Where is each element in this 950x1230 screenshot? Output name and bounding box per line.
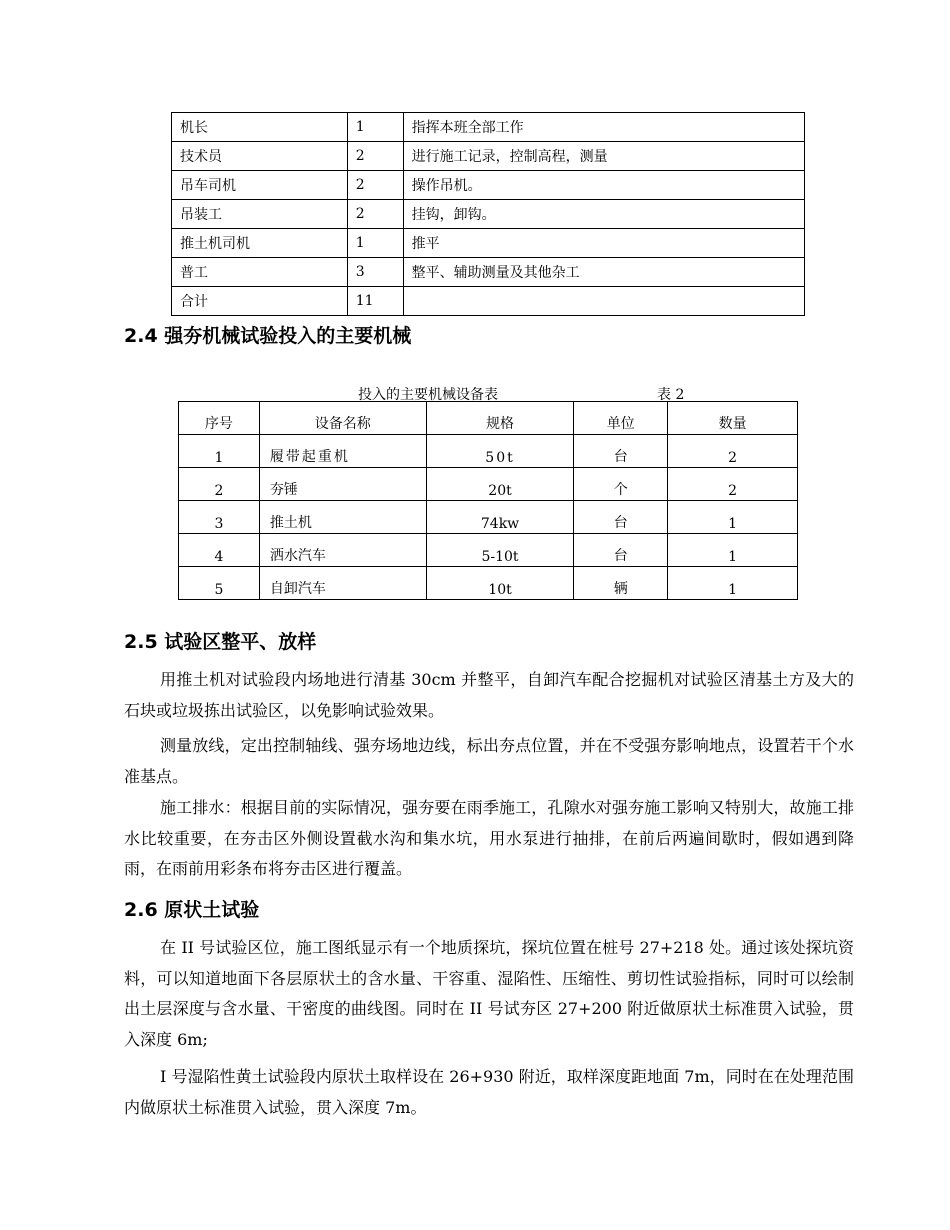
section-heading-2-5: 2.5 试验区整平、放样 xyxy=(124,631,317,653)
table-row xyxy=(179,435,798,468)
paragraph: 测量放线，定出控制轴线、强夯场地边线，标出夯点位置，并在不受强夯影响地点，设置若干个水准基点。 xyxy=(124,736,854,786)
unit-cell: 台 xyxy=(574,435,668,468)
column-header: 设备名称 xyxy=(259,402,426,435)
no-cell: 1 xyxy=(179,435,260,468)
column-header: 单位 xyxy=(574,402,668,435)
section-heading-2-4: 2.4 强夯机械试验投入的主要机械 xyxy=(124,325,412,347)
unit-cell: 辆 xyxy=(574,567,668,600)
qty-cell: 1 xyxy=(668,534,798,567)
duty-cell: 进行施工记录，控制高程，测量 xyxy=(403,142,804,171)
paragraph: 施工排水：根据目前的实际情况，强夯要在雨季施工，孔隙水对强夯施工影响又特别大，故施工排水比较重要，在夯击区外侧设置截水沟和集水坑，用水泵进行抽排，在前后两遍间歇时，假如遇到降雨，在雨前用彩条布将夯击区进行覆盖。 xyxy=(124,798,854,878)
section-heading-2-6: 2.6 原状土试验 xyxy=(124,899,260,921)
qty-cell: 1 xyxy=(668,501,798,534)
count-cell: 2 xyxy=(347,142,403,171)
equipment-table-caption: 投入的主要机械设备表 xyxy=(358,387,498,403)
duty-cell: 指挥本班全部工作 xyxy=(403,113,804,142)
role-cell: 吊车司机 xyxy=(172,171,348,200)
role-cell: 吊装工 xyxy=(172,200,348,229)
name-cell: 自卸汽车 xyxy=(259,567,426,600)
role-cell: 推土机司机 xyxy=(172,229,348,258)
role-cell: 机长 xyxy=(172,113,348,142)
role-cell: 合计 xyxy=(172,287,348,316)
duty-cell xyxy=(403,287,804,316)
spec-cell: 74kw xyxy=(426,501,574,534)
duty-cell: 整平、辅助测量及其他杂工 xyxy=(403,258,804,287)
qty-cell: 1 xyxy=(668,567,798,600)
table-row xyxy=(179,534,798,567)
spec-cell: 50t xyxy=(426,435,574,468)
table-row xyxy=(179,501,798,534)
no-cell: 2 xyxy=(179,468,260,501)
no-cell: 3 xyxy=(179,501,260,534)
name-cell: 推土机 xyxy=(259,501,426,534)
no-cell: 4 xyxy=(179,534,260,567)
spec-cell: 10t xyxy=(426,567,574,600)
role-cell: 普工 xyxy=(172,258,348,287)
table-row xyxy=(172,113,805,142)
table-row xyxy=(172,200,805,229)
column-header: 数量 xyxy=(668,402,798,435)
unit-cell: 台 xyxy=(574,534,668,567)
table-row xyxy=(179,567,798,600)
table-row xyxy=(172,287,805,316)
name-cell: 夯锤 xyxy=(259,468,426,501)
table-row xyxy=(172,258,805,287)
table-row xyxy=(172,171,805,200)
duty-cell: 推平 xyxy=(403,229,804,258)
count-cell: 2 xyxy=(347,171,403,200)
count-cell: 2 xyxy=(347,200,403,229)
paragraph: 在 II 号试验区位，施工图纸显示有一个地质探坑，探坑位置在桩号 27+218 处。通过该处探坑资料，可以知道地面下各层原状土的含水量、干容重、湿陷性、压缩性、剪切性试验指标，同时可以绘制出土层深度与含水量、干密度的曲线图。同时在 II 号试夯区 27+200 附近做原状土标准贯入试验，贯入深度 6m; xyxy=(124,938,854,1049)
name-cell: 洒水汽车 xyxy=(259,534,426,567)
unit-cell: 台 xyxy=(574,501,668,534)
table-row xyxy=(179,468,798,501)
no-cell: 5 xyxy=(179,567,260,600)
duty-cell: 挂钩，卸钩。 xyxy=(403,200,804,229)
unit-cell: 个 xyxy=(574,468,668,501)
column-header: 规格 xyxy=(426,402,574,435)
count-cell: 3 xyxy=(347,258,403,287)
spec-cell: 5-10t xyxy=(426,534,574,567)
staff-table xyxy=(171,112,805,316)
duty-cell: 操作吊机。 xyxy=(403,171,804,200)
paragraph: I 号湿陷性黄土试验段内原状土取样设在 26+930 附近，取样深度距地面 7m，同时在在处理范围内做原状土标准贯入试验，贯入深度 7m。 xyxy=(124,1067,854,1117)
equipment-table xyxy=(178,401,798,600)
column-header: 序号 xyxy=(179,402,260,435)
role-cell: 技术员 xyxy=(172,142,348,171)
qty-cell: 2 xyxy=(668,435,798,468)
spec-cell: 20t xyxy=(426,468,574,501)
table-header-row xyxy=(179,402,798,435)
paragraph: 用推土机对试验段内场地进行清基 30cm 并整平，自卸汽车配合挖掘机对试验区清基土方及大的石块或垃圾拣出试验区，以免影响试验效果。 xyxy=(124,670,854,720)
equipment-table-number: 表 2 xyxy=(657,387,685,403)
count-cell: 11 xyxy=(347,287,403,316)
name-cell: 履带起重机 xyxy=(259,435,426,468)
count-cell: 1 xyxy=(347,113,403,142)
qty-cell: 2 xyxy=(668,468,798,501)
table-row xyxy=(172,142,805,171)
table-row xyxy=(172,229,805,258)
count-cell: 1 xyxy=(347,229,403,258)
